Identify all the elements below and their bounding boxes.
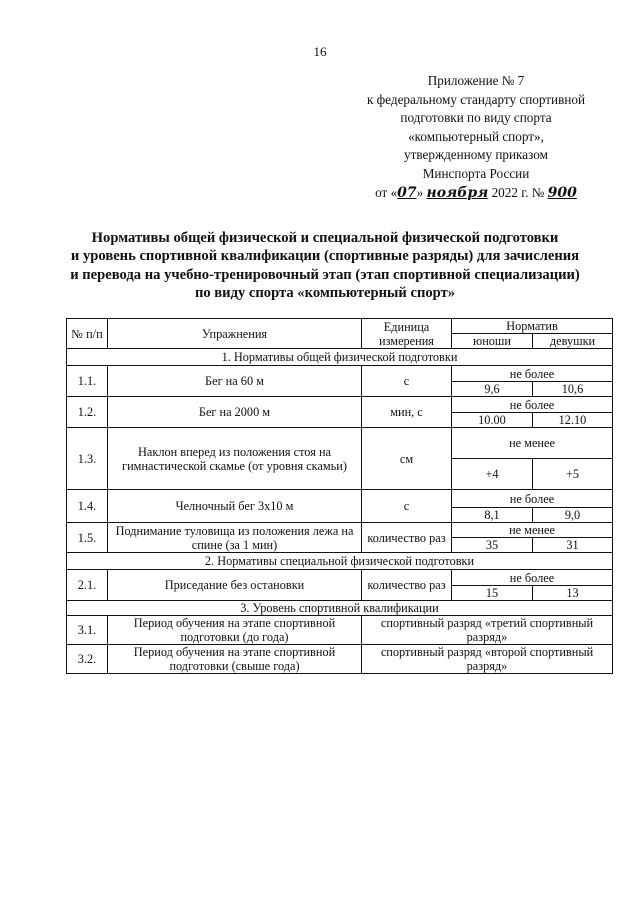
table-row bbox=[67, 523, 613, 538]
header-boys: юноши bbox=[452, 334, 533, 349]
row-num: 1.3. bbox=[67, 428, 108, 490]
order-date-line bbox=[346, 184, 606, 203]
table-row bbox=[67, 397, 613, 413]
row-num: 1.1. bbox=[67, 366, 108, 397]
title-line: и перевода на учебно-тренировочный этап (этап спортивной специализации) bbox=[70, 266, 580, 283]
row-girls-value: 31 bbox=[533, 538, 613, 553]
section-heading: 2. Нормативы специальной физической подготовки bbox=[67, 553, 613, 570]
section-row bbox=[67, 349, 613, 366]
row-girls-value: 12.10 bbox=[533, 413, 613, 428]
row-limit: не более bbox=[452, 490, 613, 508]
row-unit: с bbox=[362, 490, 452, 523]
row-unit: количество раз bbox=[362, 523, 452, 553]
appendix-line: утвержденному приказом bbox=[404, 147, 548, 163]
row-limit: не менее bbox=[452, 428, 613, 459]
qualification-row bbox=[67, 645, 613, 674]
header-num: № п/п bbox=[67, 319, 108, 349]
table-row bbox=[67, 570, 613, 586]
row-exercise: Приседание без остановки bbox=[108, 570, 362, 601]
row-limit: не более bbox=[452, 366, 613, 382]
qualification-period: Период обучения на этапе спортивной подготовки (до года) bbox=[108, 616, 362, 645]
qualification-period: Период обучения на этапе спортивной подготовки (свыше года) bbox=[108, 645, 362, 674]
document-title bbox=[50, 229, 600, 303]
row-exercise: Бег на 2000 м bbox=[108, 397, 362, 428]
row-limit: не более bbox=[452, 397, 613, 413]
date-mid: » bbox=[416, 184, 424, 200]
section-heading: 3. Уровень спортивной квалификации bbox=[67, 601, 613, 616]
row-girls-value: +5 bbox=[533, 459, 613, 490]
qualification-rank: спортивный разряд «третий спортивный разряд» bbox=[362, 616, 613, 645]
section-row bbox=[67, 553, 613, 570]
appendix-line: подготовки по виду спорта bbox=[400, 110, 552, 126]
row-num: 2.1. bbox=[67, 570, 108, 601]
appendix-line: Приложение № 7 bbox=[427, 73, 525, 88]
table-row bbox=[67, 428, 613, 459]
row-exercise: Челночный бег 3х10 м bbox=[108, 490, 362, 523]
appendix-line: к федеральному стандарту спортивной bbox=[366, 91, 586, 107]
section-row bbox=[67, 601, 613, 616]
section-heading: 1. Нормативы общей физической подготовки bbox=[67, 349, 613, 366]
row-boys-value: 10.00 bbox=[452, 413, 533, 428]
row-unit: с bbox=[362, 366, 452, 397]
date-year: 2022 г. № bbox=[491, 184, 545, 200]
row-limit: не менее bbox=[452, 523, 613, 538]
row-girls-value: 13 bbox=[533, 586, 613, 601]
appendix-line: Минспорта России bbox=[422, 165, 530, 181]
row-unit: мин, с bbox=[362, 397, 452, 428]
row-num: 1.5. bbox=[67, 523, 108, 553]
row-girls-value: 9,0 bbox=[533, 508, 613, 523]
row-num: 3.2. bbox=[67, 645, 108, 674]
handwritten-day: 07 bbox=[397, 184, 417, 201]
header-unit: Единица измерения bbox=[362, 319, 452, 349]
row-boys-value: 35 bbox=[452, 538, 533, 553]
row-boys-value: 9,6 bbox=[452, 382, 533, 397]
row-unit: см bbox=[362, 428, 452, 490]
handwritten-order-number: 900 bbox=[547, 184, 577, 201]
table-row bbox=[67, 490, 613, 508]
header-exercise: Упражнения bbox=[108, 319, 362, 349]
handwritten-month: ноября bbox=[426, 184, 489, 201]
qualification-rank: спортивный разряд «второй спортивный разряд» bbox=[362, 645, 613, 674]
row-boys-value: 15 bbox=[452, 586, 533, 601]
header-norm: Норматив bbox=[452, 319, 613, 334]
title-line: Нормативы общей физической и специальной физической подготовки bbox=[91, 230, 559, 246]
appendix-line: «компьютерный спорт», bbox=[408, 128, 544, 144]
row-exercise: Бег на 60 м bbox=[108, 366, 362, 397]
header-row bbox=[67, 319, 613, 334]
date-prefix: от « bbox=[375, 184, 398, 200]
appendix-header bbox=[346, 72, 606, 202]
row-num: 1.4. bbox=[67, 490, 108, 523]
table-row bbox=[67, 366, 613, 382]
norms-table bbox=[66, 318, 613, 674]
title-line: и уровень спортивной квалификации (спортивные разряды) для зачисления bbox=[70, 248, 580, 265]
row-limit: не более bbox=[452, 570, 613, 586]
row-num: 3.1. bbox=[67, 616, 108, 645]
page-number: 16 bbox=[313, 44, 327, 59]
header-girls: девушки bbox=[533, 334, 613, 349]
row-num: 1.2. bbox=[67, 397, 108, 428]
row-girls-value: 10,6 bbox=[533, 382, 613, 397]
row-boys-value: 8,1 bbox=[452, 508, 533, 523]
qualification-row bbox=[67, 616, 613, 645]
row-exercise: Поднимание туловища из положения лежа на спине (за 1 мин) bbox=[108, 523, 362, 553]
row-exercise: Наклон вперед из положения стоя на гимнастической скамье (от уровня скамьи) bbox=[108, 428, 362, 490]
row-boys-value: +4 bbox=[452, 459, 533, 490]
title-line: по виду спорта «компьютерный спорт» bbox=[194, 285, 456, 302]
row-unit: количество раз bbox=[362, 570, 452, 601]
